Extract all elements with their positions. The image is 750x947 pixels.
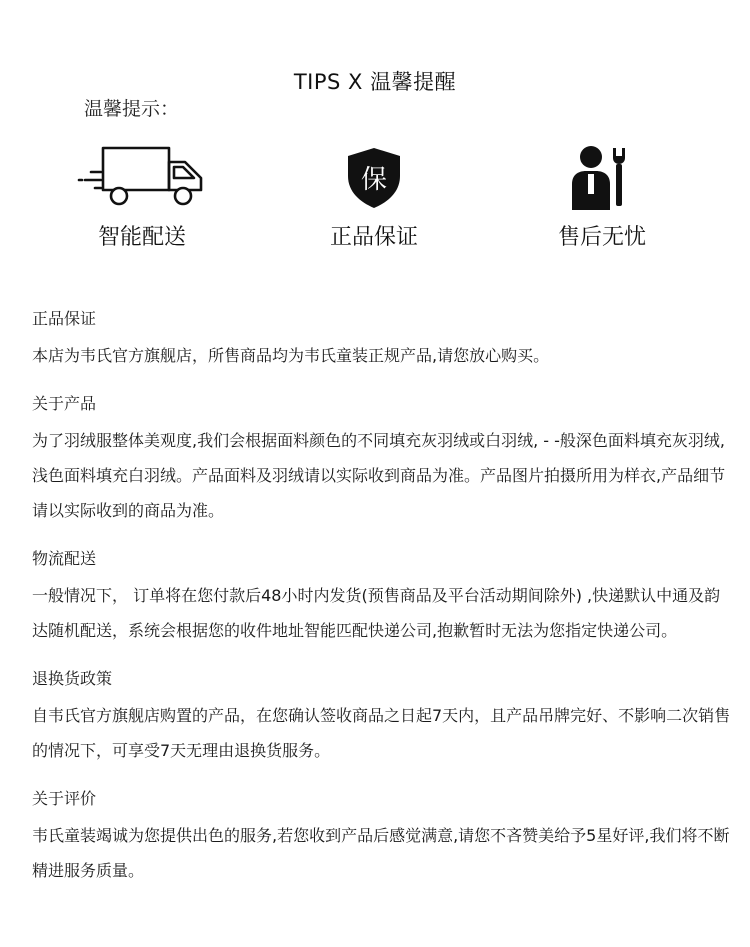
section-product xyxy=(32,391,732,528)
delivery-truck-icon xyxy=(52,140,232,210)
feature-icons-row xyxy=(0,140,750,260)
section-reviews xyxy=(32,786,732,888)
section-body: 自韦氏官方旗舰店购置的产品，在您确认签收商品之日起7天内，且产品吊牌完好、不影响二次销售的情况下，可享受7天无理由退换货服务。 xyxy=(32,706,731,760)
info-sections xyxy=(32,306,732,906)
feature-label: 售后无忧 xyxy=(557,225,646,250)
section-heading: 关于评价 xyxy=(32,789,97,808)
section-body: 韦氏童装竭诚为您提供出色的服务,若您收到产品后感觉满意,请您不吝赞美给予5星好评,我们将不断精进服务质量。 xyxy=(32,826,730,880)
section-heading: 退换货政策 xyxy=(32,669,113,688)
section-heading: 物流配送 xyxy=(32,549,97,568)
feature-label: 正品保证 xyxy=(329,225,418,250)
section-logistics xyxy=(32,546,732,648)
section-body: 本店为韦氏官方旗舰店，所售商品均为韦氏童装正规产品,请您放心购买。 xyxy=(32,346,550,365)
section-returns xyxy=(32,666,732,768)
section-heading: 关于产品 xyxy=(32,394,97,413)
feature-delivery xyxy=(52,140,232,251)
section-body: 为了羽绒服整体美观度,我们会根据面料颜色的不同填充灰羽绒或白羽绒, - -般深色面料填充灰羽绒,浅色面料填充白羽绒。产品面料及羽绒请以实际收到商品为准。产品图片拍摄所用为样衣,产品细节请以实际收到的商品为准。 xyxy=(32,431,726,520)
section-body: 一般情况下， 订单将在您付款后48小时内发货(预售商品及平台活动期间除外) ,快递默认中通及韵达随机配送，系统会根据您的收件地址智能匹配快递公司,抱歉暂时无法为您指定快递公司。 xyxy=(32,586,721,640)
page-subtitle: 温馨提示： xyxy=(84,98,180,120)
guarantee-badge-text: 保 xyxy=(360,165,388,195)
section-heading: 正品保证 xyxy=(32,309,97,328)
feature-after-sales xyxy=(512,140,692,251)
after-sales-service-icon xyxy=(512,140,692,210)
feature-label: 智能配送 xyxy=(97,225,186,250)
section-guarantee xyxy=(32,306,732,373)
page-title: TIPS X 温馨提醒 xyxy=(293,70,457,94)
guarantee-shield-icon xyxy=(284,140,464,210)
feature-guarantee xyxy=(284,140,464,251)
